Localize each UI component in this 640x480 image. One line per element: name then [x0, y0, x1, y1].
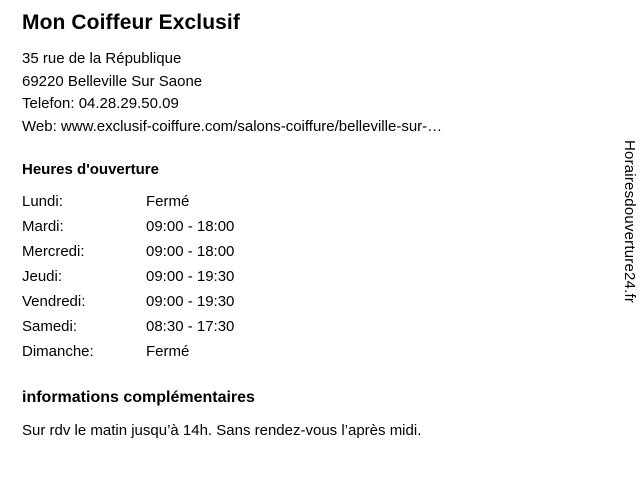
- table-row: [22, 267, 234, 292]
- day-hours: 09:00 - 18:00: [146, 218, 235, 235]
- address-street: 35 rue de la République: [22, 50, 182, 67]
- day-label: Mercredi:: [22, 243, 85, 260]
- phone-line: Telefon: 04.28.29.50.09: [22, 95, 179, 112]
- day-label: Dimanche:: [22, 343, 94, 360]
- day-label: Jeudi:: [22, 268, 63, 285]
- day-label: Mardi:: [22, 218, 64, 235]
- address-city: 69220 Belleville Sur Saone: [22, 72, 203, 90]
- page-title: Mon Coiffeur Exclusif: [22, 11, 240, 34]
- day-label: Samedi:: [22, 318, 78, 335]
- additional-info-title: informations complémentaires: [22, 389, 255, 406]
- day-hours: 09:00 - 18:00: [146, 243, 235, 260]
- day-hours: Fermé: [146, 193, 190, 210]
- website-line: Web: www.exclusif-coiffure.com/salons-coiffure/belleville-sur-…: [22, 117, 443, 135]
- day-hours: 09:00 - 19:30: [146, 293, 235, 310]
- additional-info-text: Sur rdv le matin jusqu’à 14h. Sans rendez-vous l’après midi.: [22, 422, 422, 439]
- address-block: [22, 48, 588, 138]
- table-row: [22, 342, 234, 367]
- business-card: [22, 10, 588, 441]
- day-hours: 09:00 - 19:30: [146, 268, 235, 285]
- watermark-label: Horairesdouverture24.fr: [621, 140, 638, 304]
- day-hours: Fermé: [146, 343, 190, 360]
- table-row: [22, 317, 234, 342]
- opening-hours-title: Heures d'ouverture: [22, 161, 159, 178]
- day-hours: 08:30 - 17:30: [146, 318, 235, 335]
- table-row: [22, 292, 234, 317]
- opening-hours-table: [22, 192, 234, 367]
- day-label: Vendredi:: [22, 293, 86, 310]
- table-row: [22, 242, 234, 267]
- table-row: [22, 192, 234, 217]
- table-row: [22, 217, 234, 242]
- day-label: Lundi:: [22, 193, 63, 210]
